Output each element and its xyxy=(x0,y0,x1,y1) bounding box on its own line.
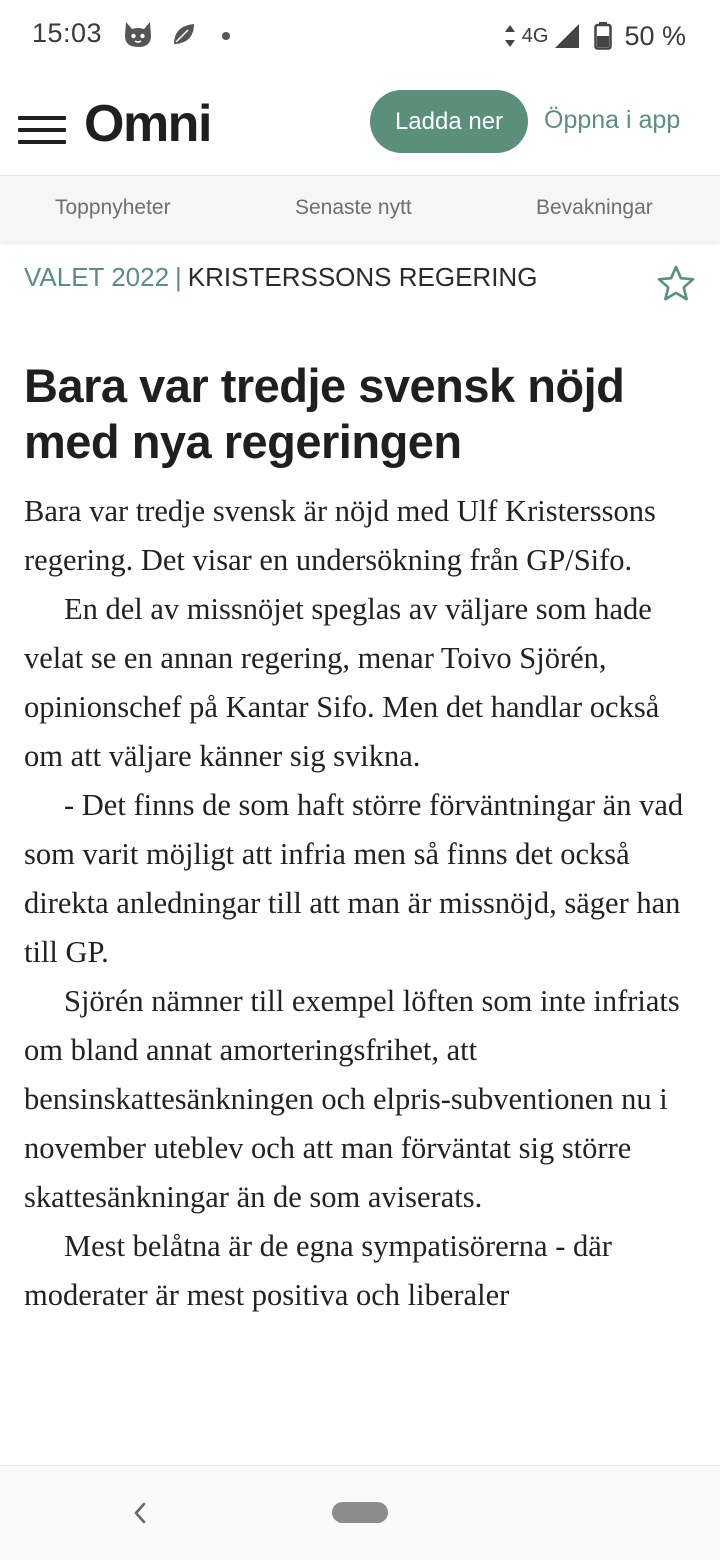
signal-icon xyxy=(554,23,580,49)
dot-icon xyxy=(220,30,232,42)
open-in-app-link[interactable]: Öppna i app xyxy=(544,106,681,134)
story-link[interactable]: KRISTERSSONS REGERING xyxy=(187,262,538,292)
system-nav-bar xyxy=(0,1465,720,1560)
battery-percent: 50 % xyxy=(624,20,686,51)
omni-logo[interactable]: Omni xyxy=(84,95,211,153)
app-header xyxy=(0,72,720,175)
status-bar xyxy=(0,0,720,72)
article-paragraph: Sjörén nämner till exempel löften som inte infriats om bland annat amorteringsfrihet, att bensinskattesänkningen och elpris-subventionen nu i november uteblev och att man förväntat sig större skattesänkningar än de som aviserats. xyxy=(24,984,680,1214)
article-paragraph: En del av missnöjet speglas av väljare som hade velat se en annan regering, menar Toivo Sjörén, opinionschef på Kantar Sifo. Men det handlar också om att väljare känner sig svikna. xyxy=(24,592,660,773)
data-arrows-icon xyxy=(504,24,516,48)
article-paragraph: Mest belåtna är de egna sympatisörerna - där moderater är mest positiva och liberaler xyxy=(24,1229,612,1312)
article-category xyxy=(24,258,584,297)
battery-icon xyxy=(594,22,612,50)
article-body xyxy=(24,487,704,1320)
topic-link[interactable]: VALET 2022 xyxy=(24,262,170,292)
status-indicators xyxy=(504,18,686,54)
tab-bevakningar[interactable]: Bevakningar xyxy=(536,196,653,219)
network-type: 4G xyxy=(521,24,549,47)
back-chevron-icon[interactable] xyxy=(128,1498,152,1528)
download-button[interactable]: Ladda ner xyxy=(370,90,528,153)
tab-bar xyxy=(0,175,720,242)
article-paragraph: Bara var tredje svensk är nöjd med Ulf Kristerssons regering. Det visar en undersökning från GP/Sifo. xyxy=(24,494,656,577)
cat-app-icon xyxy=(122,20,154,50)
article-paragraph: - Det finns de som haft större förväntningar än vad som varit möjligt att infria men så finns det också direkta anledningar till att man är missnöjd, säger han till GP. xyxy=(24,788,684,969)
status-time: 15:03 xyxy=(32,18,103,48)
tab-toppnyheter[interactable]: Toppnyheter xyxy=(55,196,171,219)
article-headline: Bara var tredje svensk nöjd med nya regeringen xyxy=(24,359,625,468)
category-separator: | xyxy=(175,262,182,292)
leaf-app-icon xyxy=(170,20,198,48)
home-pill[interactable] xyxy=(332,1502,388,1523)
tab-senaste-nytt[interactable]: Senaste nytt xyxy=(295,196,412,219)
hamburger-menu-icon[interactable] xyxy=(18,112,68,148)
star-icon[interactable] xyxy=(656,264,696,304)
